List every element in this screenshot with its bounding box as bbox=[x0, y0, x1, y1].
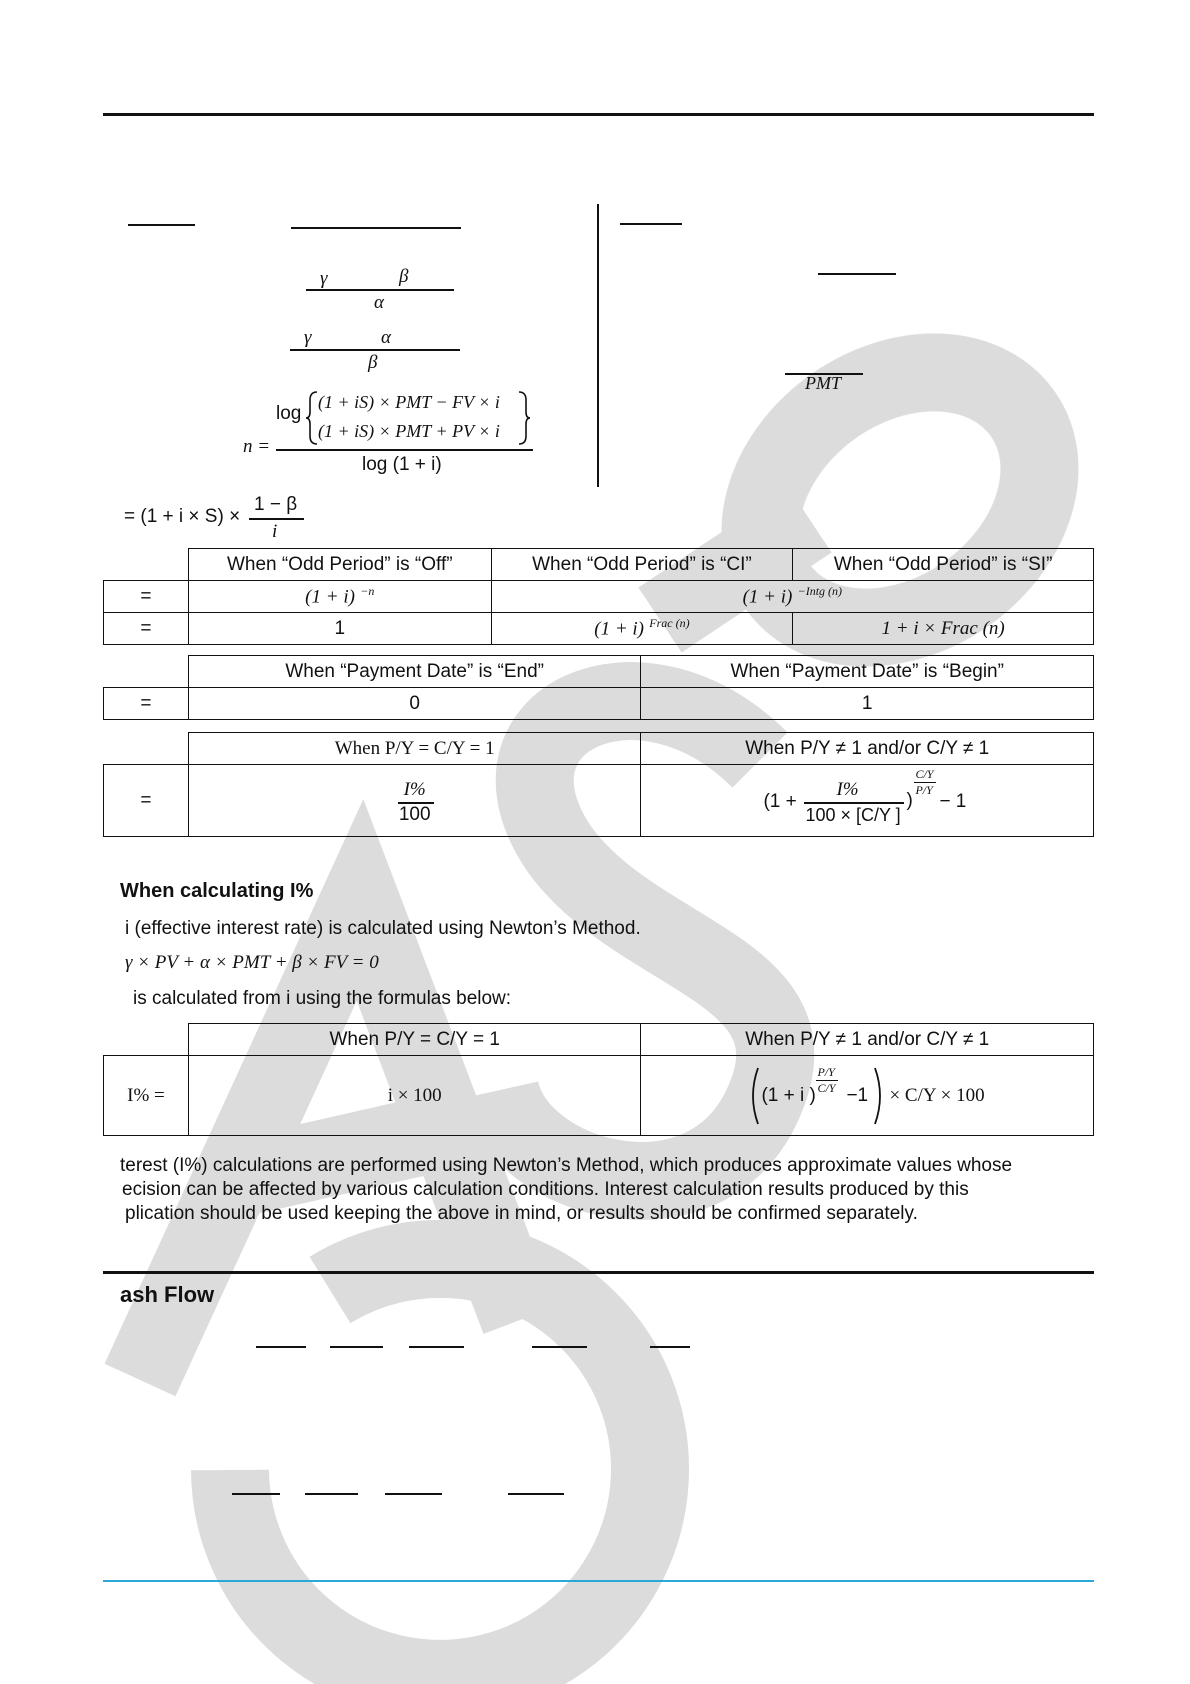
calc-line1: i (effective interest rate) is calculated using Newton’s Method. bbox=[125, 918, 641, 939]
right-den: 100 × [C/Y ] bbox=[805, 805, 901, 825]
alpha-lhs: = (1 + i × S) × bbox=[124, 506, 241, 527]
top-rule bbox=[103, 113, 1094, 116]
right-prefix: (1 + bbox=[763, 791, 797, 812]
value: (1 + i) bbox=[594, 618, 645, 640]
alpha-num: 1 − β bbox=[254, 494, 298, 515]
section-rule bbox=[103, 1271, 1094, 1274]
blank-underline bbox=[508, 1493, 564, 1495]
cell-ci-si bbox=[491, 581, 1093, 613]
header-payment-end: When “Payment Date” is “End” bbox=[188, 656, 641, 688]
corner-cell bbox=[104, 656, 189, 688]
row-label: = bbox=[104, 688, 189, 720]
cell-right bbox=[641, 1056, 1094, 1136]
row-label: = bbox=[104, 581, 189, 613]
row-label: = bbox=[104, 613, 189, 645]
header-py-cy-not-1: When P/Y ≠ 1 and/or C/Y ≠ 1 bbox=[641, 733, 1094, 765]
right-fraction-line bbox=[804, 802, 904, 804]
frac1-gamma: γ bbox=[320, 268, 328, 289]
header-payment-begin: When “Payment Date” is “Begin” bbox=[641, 656, 1094, 688]
n-denominator: log (1 + i) bbox=[362, 454, 442, 475]
alpha-line bbox=[249, 518, 304, 520]
frac2-gamma: γ bbox=[304, 327, 312, 348]
note-line3: plication should be used keeping the above in mind, or results should be confirmed separately. bbox=[125, 1203, 918, 1224]
header-py-cy-not-1: When P/Y ≠ 1 and/or C/Y ≠ 1 bbox=[641, 1024, 1094, 1056]
frac2-line bbox=[290, 349, 460, 351]
cell-left: i × 100 bbox=[188, 1056, 641, 1136]
right-inner: (1 + i ) bbox=[761, 1085, 816, 1106]
exponent: −n bbox=[360, 584, 375, 599]
header-odd-off: When “Odd Period” is “Off” bbox=[188, 549, 491, 581]
right-num: I% bbox=[836, 779, 859, 800]
right-minus: −1 bbox=[846, 1085, 869, 1106]
big-left-paren bbox=[746, 1066, 760, 1126]
left-den: 100 bbox=[398, 804, 431, 825]
calc-line3: is calculated from i using the formulas below: bbox=[133, 988, 512, 1009]
value: (1 + i) bbox=[305, 586, 355, 608]
n-num-bottom: (1 + iS) × PMT + PV × i bbox=[318, 421, 500, 441]
blank-underline bbox=[305, 1493, 358, 1495]
right-suffix: × C/Y × 100 bbox=[889, 1085, 985, 1106]
n-fraction-line bbox=[276, 449, 533, 451]
corner-cell bbox=[104, 733, 189, 765]
cash-flow-heading: ash Flow bbox=[120, 1282, 215, 1307]
header-odd-ci: When “Odd Period” is “CI” bbox=[491, 549, 793, 581]
blank-underline bbox=[256, 1346, 306, 1348]
n-lhs: n = bbox=[243, 436, 271, 457]
odd-period-table bbox=[103, 548, 1094, 645]
value: (1 + i) bbox=[742, 586, 793, 608]
cell-off bbox=[188, 581, 491, 613]
cell-ci bbox=[491, 613, 793, 645]
frac2-beta: β bbox=[368, 352, 378, 373]
right-exp-num: P/Y bbox=[817, 1065, 835, 1079]
frac1-line bbox=[306, 289, 454, 291]
blank-underline bbox=[232, 1493, 280, 1495]
blank-underline bbox=[620, 223, 682, 225]
n-num-top: (1 + iS) × PMT − FV × i bbox=[318, 392, 500, 412]
header-odd-si: When “Odd Period” is “SI” bbox=[793, 549, 1094, 581]
cell-begin: 1 bbox=[641, 688, 1094, 720]
cell-si: 1 + i × Frac (n) bbox=[793, 613, 1094, 645]
frac2-alpha: α bbox=[381, 327, 391, 348]
left-num: I% bbox=[403, 779, 426, 800]
calc-line2: γ × PV + α × PMT + β × FV = 0 bbox=[125, 952, 379, 973]
exponent: Frac (n) bbox=[649, 616, 690, 631]
i-table bbox=[103, 732, 1094, 837]
right-paren: ) bbox=[906, 790, 913, 811]
big-right-paren bbox=[873, 1066, 887, 1126]
blank-underline bbox=[128, 224, 195, 226]
right-exp-num: C/Y bbox=[915, 767, 934, 781]
blank-underline bbox=[385, 1493, 442, 1495]
cell-right bbox=[641, 765, 1094, 837]
left-brace bbox=[305, 390, 319, 446]
ipercent-table bbox=[103, 1023, 1094, 1136]
frac1-beta: β bbox=[399, 266, 409, 287]
corner-cell bbox=[104, 1024, 189, 1056]
cell-end: 0 bbox=[188, 688, 641, 720]
column-divider bbox=[597, 204, 599, 487]
header-py-cy-1: When P/Y = C/Y = 1 bbox=[188, 1024, 641, 1056]
cell-left bbox=[188, 765, 641, 837]
right-exp-den: P/Y bbox=[915, 783, 933, 797]
corner-cell bbox=[104, 549, 189, 581]
frac1-alpha: α bbox=[374, 292, 384, 313]
right-brace bbox=[517, 390, 531, 446]
blank-underline bbox=[330, 1346, 383, 1348]
cell-off: 1 bbox=[188, 613, 491, 645]
payment-date-table bbox=[103, 655, 1094, 720]
header-py-cy-1: When P/Y = C/Y = 1 bbox=[188, 733, 641, 765]
blank-underline bbox=[409, 1346, 464, 1348]
bottom-rule bbox=[103, 1580, 1094, 1582]
blank-underline bbox=[291, 227, 461, 229]
note-line2: ecision can be affected by various calculation conditions. Interest calculation results produced by this bbox=[122, 1179, 969, 1200]
calc-heading: When calculating I% bbox=[120, 880, 314, 902]
alpha-den: i bbox=[272, 521, 278, 542]
right-exp-den: C/Y bbox=[817, 1081, 836, 1095]
blank-underline bbox=[650, 1346, 690, 1348]
right-suffix: − 1 bbox=[939, 791, 967, 812]
exponent: −Intg (n) bbox=[797, 584, 843, 599]
row-label: = bbox=[104, 765, 189, 837]
row-label: I% = bbox=[104, 1056, 189, 1136]
pmt-label: PMT bbox=[805, 373, 841, 393]
blank-underline bbox=[818, 273, 896, 275]
blank-underline bbox=[532, 1346, 587, 1348]
n-log: log bbox=[276, 403, 302, 424]
note-line1: terest (I%) calculations are performed using Newton’s Method, which produces approximate values whose bbox=[120, 1155, 1013, 1176]
